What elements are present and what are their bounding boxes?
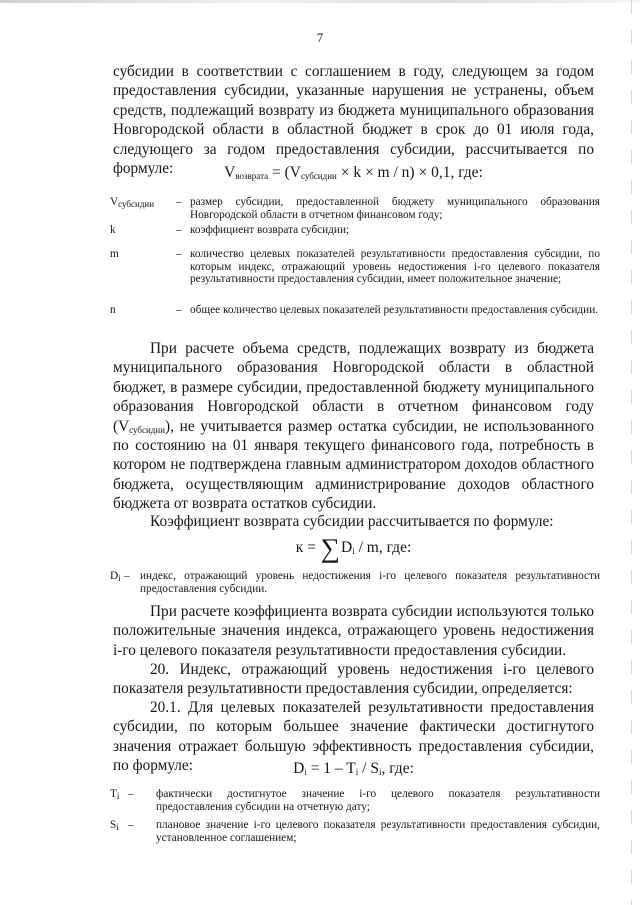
paragraph-calculation-note: При расчете объема средств, подлежащих возврату из бюджета муниципального образования Новгородской области в областной бюджет, в размере субсидии, предоставленной бюджету муниципального образования Новгородской области в отчетном финансовом году $(V_{субсидии})$, не учитывается размер остатка субсидии, не использованного по состоянию на 01 января текущего финансового года, потребность в котором не подтверждена главным администратором доходов областного бюджета, осуществляющим администрирование доходов областного бюджета от возврата остатков субсидии. [113, 340, 594, 513]
def-symbol: k [110, 224, 116, 236]
def-symbol: $T_i$ [110, 788, 120, 801]
formula-lhs: к = [295, 539, 320, 556]
def-symbol: $D_i$ [110, 570, 121, 583]
formula-coefficient [113, 533, 594, 563]
def-symbol: $S_i$ [110, 819, 119, 832]
paragraph-positive-values: При расчете коэффициента возврата субсидии используются только положительные значения индекса, отражающего уровень недостижения i-го целевого показателя результативности предоставления субсидии. [113, 603, 594, 659]
def-text: плановое значение i-го целевого показателя результативности предоставления субсидии, установленное соглашением; [156, 819, 600, 844]
paragraph-coefficient-intro: Коэффициент возврата субсидии рассчитывается по формуле: [150, 513, 554, 530]
def-dash: – [176, 196, 182, 208]
scan-edge-right [631, 0, 632, 905]
def-dash: – [176, 224, 182, 236]
paragraph-item-20-1: 20.1. Для целевых показателей результативности предоставления субсидии, по которым большее значение фактически достигнутого значения отражает большую эффективность предоставления субсидии, по формуле: [113, 699, 594, 775]
paragraph-return-volume: субсидии в соответствии с соглашением в году, следующем за годом предоставления субсидии, указанные нарушения не устранены, объем средств, подлежащий возврату из бюджета муниципального образования Новгородской области в областной бюджет в срок до 01 июля года, следующего за годом предоставления субсидии, рассчитывается по формуле: [113, 63, 594, 178]
def-text: количество целевых показателей результативности предоставления субсидии, по которым индекс, отражающий уровень недостижения i-го целевого показателя результативности предоставления субсидии, имеет положительное значение; [190, 248, 600, 286]
formula-index: $D_i = 1 - T_i / S_i$, где: [293, 760, 414, 777]
sigma-symbol: ∑ [320, 533, 341, 563]
formula-v: V [224, 164, 236, 181]
def-text: размер субсидии, предоставленной бюджету муниципального образования Новгородской области в отчетном финансовом году; [190, 196, 600, 221]
def-dash: – [176, 248, 182, 260]
paragraph-item-20: 20. Индекс, отражающий уровень недостижения i-го целевого показателя результативности предоставления субсидии, определяется: [113, 661, 594, 698]
scan-edge-top [0, 0, 640, 3]
formula-tail: / m, где: [354, 539, 412, 556]
def-dash: – [128, 788, 134, 800]
formula-v-sub: возврата [235, 171, 269, 181]
def-text: фактически достигнутое значение i-го целевого показателя результативности предоставления субсидии на отчетную дату; [156, 788, 600, 813]
def-text: общее количество целевых показателей результативности предоставления субсидии. [190, 304, 599, 316]
def-dash: – [176, 304, 182, 316]
formula-tail: × k × m / n) × 0,1, где: [336, 164, 483, 181]
formula-d-sub: i [352, 546, 355, 556]
def-symbol: n [110, 304, 116, 316]
def-dash: – [128, 819, 134, 831]
def-symbol: m [110, 248, 119, 260]
formula-d: D [341, 539, 353, 556]
def-dash: – [124, 570, 130, 582]
def-symbol: $V_{субсидии}$ [110, 196, 155, 209]
def-text: коэффициент возврата субсидии; [190, 224, 350, 236]
formula-v2-sub: субсидии [300, 171, 337, 181]
def-text: индекс, отражающий уровень недостижения i-го целевого показателя результативности предоставления субсидии. [140, 570, 600, 595]
formula-return-volume [113, 163, 594, 183]
page-number: 7 [316, 30, 324, 45]
formula-middle: = (V [268, 164, 301, 181]
